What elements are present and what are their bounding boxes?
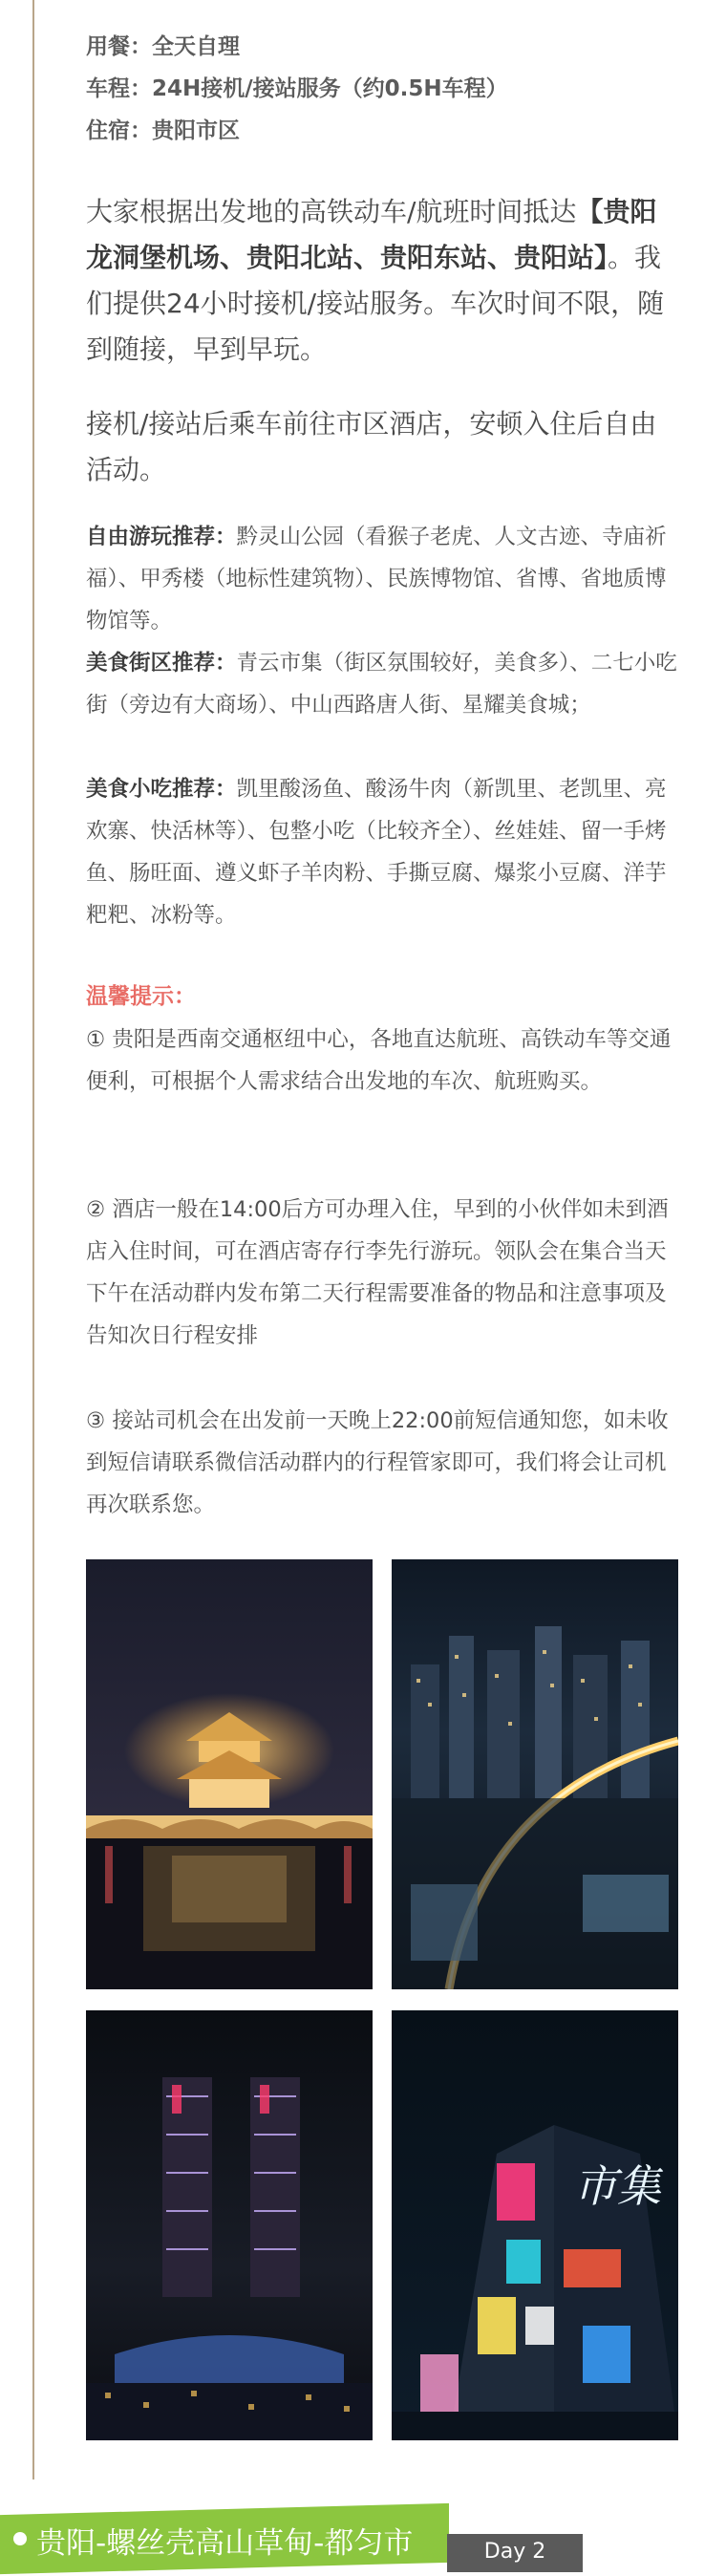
photo-twin-towers — [86, 2010, 373, 2440]
snack-label: 美食小吃推荐： — [86, 777, 237, 802]
free-play-label: 自由游玩推荐： — [86, 525, 237, 549]
snack-recommendation — [86, 768, 680, 936]
food-street-recommendation — [86, 642, 680, 726]
day2-tag — [447, 2534, 583, 2572]
food-street-label: 美食街区推荐： — [86, 651, 237, 676]
meals-value: 全天自理 — [152, 34, 240, 59]
tip-1: ① 贵阳是西南交通枢纽中心，各地直达航班、高铁动车等交通便利，可根据个人需求结合出发地的车次、航班购买。 — [86, 1027, 672, 1094]
twin-towers-image — [86, 2010, 373, 2440]
intro-paragraph-1 — [86, 189, 678, 373]
free-play-recommendation — [86, 516, 680, 642]
transport-value: 24H接机/接站服务（约0.5H车程） — [152, 76, 508, 101]
food-street-text: 青云市集（街区氛围较好，美食多）、二七小吃街（旁边有大商场）、中山西路唐人街、星耀美食城； — [86, 651, 677, 718]
stay-value: 贵阳市区 — [152, 118, 240, 143]
intro-text-b: 。我们提供24小时接机/接站服务。车次时间不限，随到随接，早到早玩。 — [86, 242, 665, 365]
tips-title: 温馨提示： — [86, 984, 196, 1009]
free-play-text: 黔灵山公园（看猴子老虎、人文古迹、寺庙祈福）、甲秀楼（地标性建筑物）、民族博物馆、省博、省地质博物馆等。 — [86, 525, 667, 633]
tip-2: ② 酒店一般在14:00后方可办理入住，早到的小伙伴如未到酒店入住时间，可在酒店寄存行李先行游玩。领队会在集合当天下午在活动群内发布第二天行程需要准备的物品和注意事项及告知次日行程安排 — [86, 1197, 669, 1348]
stay-label: 住宿： — [86, 118, 152, 143]
photo-city-interchange — [392, 1559, 678, 1989]
market-sign-text: 市集 — [573, 2160, 661, 2212]
intro-paragraph-2: 接机/接站后乘车前往市区酒店，安顿入住后自由活动。 — [86, 408, 657, 485]
timeline-line — [32, 0, 34, 2479]
meals-row — [86, 29, 240, 60]
stay-row — [86, 113, 240, 144]
meals-label: 用餐： — [86, 34, 152, 59]
day2-title: 贵阳-螺丝壳高山草甸-都匀市 — [36, 2526, 414, 2561]
snack-text: 凯里酸汤鱼、酸汤牛肉（新凯里、老凯里、亮欢寨、快活林等）、包整小吃（比较齐全）、丝娃娃、留一手烤鱼、肠旺面、遵义虾子羊肉粉、手撕豆腐、爆浆小豆腐、洋芋粑粑、冰粉等。 — [86, 777, 667, 928]
photo-jiaxiu-pavilion — [86, 1559, 373, 1989]
neon-market-image — [392, 2010, 678, 2440]
transport-row — [86, 71, 508, 102]
transport-label: 车程： — [86, 76, 152, 101]
location-pin-icon — [13, 2532, 27, 2545]
city-interchange-image — [392, 1559, 678, 1989]
tip-3: ③ 接站司机会在出发前一天晚上22:00前短信通知您，如未收到短信请联系微信活动群内的行程管家即可，我们将会让司机再次联系您。 — [86, 1408, 669, 1517]
stations-highlight: 【贵阳龙洞堡机场、贵阳北站、贵阳东站、贵阳站】 — [86, 196, 657, 273]
day2-banner — [0, 2501, 726, 2576]
jiaxiu-pavilion-image — [86, 1559, 373, 1989]
photo-neon-market — [392, 2010, 678, 2440]
intro-text-a: 大家根据出发地的高铁动车/航班时间抵达 — [86, 196, 577, 227]
day2-tag-label: Day 2 — [483, 2540, 546, 2564]
